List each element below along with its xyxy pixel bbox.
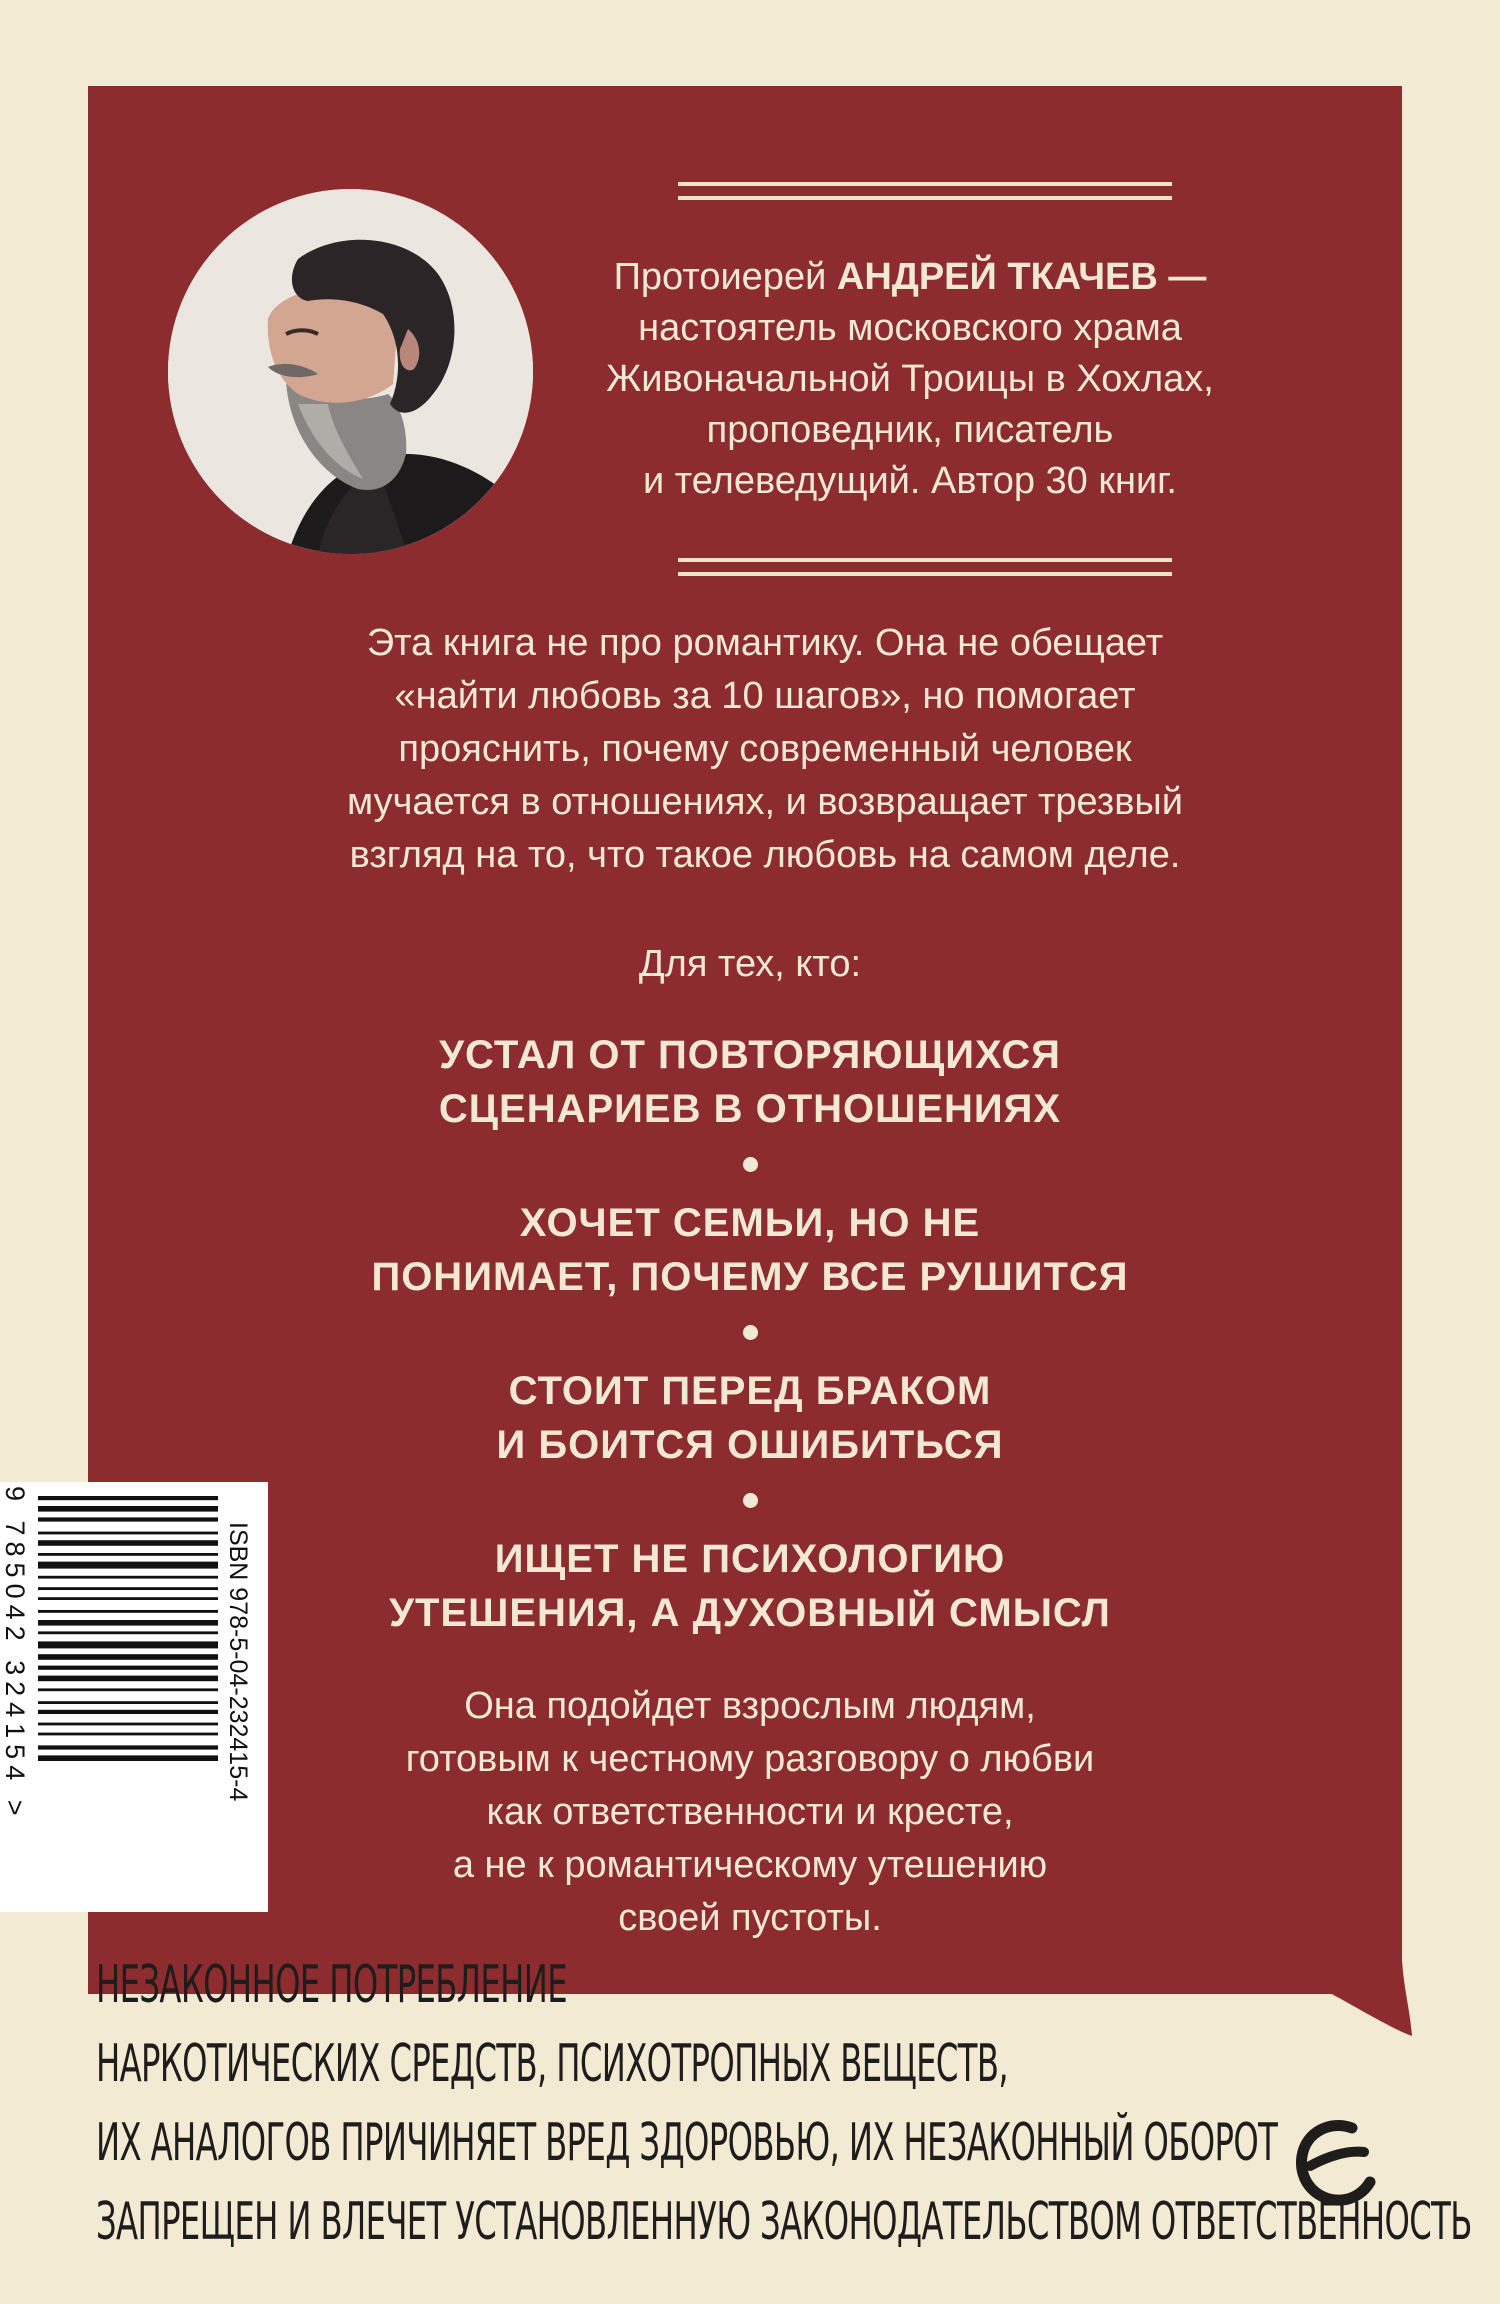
description-line: взгляд на то, что такое любовь на самом деле.: [349, 834, 1181, 876]
audience-item: ИЩЕТ НЕ ПСИХОЛОГИЮ УТЕШЕНИЯ, А ДУХОВНЫЙ СМЫСЛ: [389, 1537, 1111, 1635]
audience-list: [200, 1028, 1300, 1640]
closing-line: а не к романтическому утешению: [452, 1844, 1048, 1886]
audience-item: ХОЧЕТ СЕМЬИ, НО НЕ ПОНИМАЕТ, ПОЧЕМУ ВСЕ РУШИТСЯ: [371, 1201, 1129, 1299]
legal-warning: [96, 1946, 1472, 2262]
closing-line: Она подойдет взрослым людям,: [464, 1685, 1036, 1727]
description-line: прояснить, почему современный человек: [398, 728, 1132, 770]
audience-item: УСТАЛ ОТ ПОВТОРЯЮЩИХСЯ СЦЕНАРИЕВ В ОТНОШЕНИЯХ: [438, 1033, 1062, 1131]
warning-line: ЗАПРЕЩЕН И ВЛЕЧЕТ УСТАНОВЛЕННУЮ ЗАКОНОДАТЕЛЬСТВОМ ОТВЕТСТВЕННОСТЬ: [96, 2192, 1472, 2252]
author-line: проповедник, писатель: [706, 409, 1114, 451]
warning-line: НАРКОТИЧЕСКИХ СРЕДСТВ, ПСИХОТРОПНЫХ ВЕЩЕСТВ,: [96, 2034, 1009, 2094]
author-portrait: [168, 189, 533, 554]
author-bio: [560, 252, 1260, 507]
author-line: и телеведущий. Автор 30 книг.: [643, 460, 1177, 502]
closing-line: как ответственности и кресте,: [486, 1791, 1014, 1833]
audience-item: СТОИТ ПЕРЕД БРАКОМ И БОИТСЯ ОШИБИТЬСЯ: [496, 1369, 1004, 1467]
author-line: настоятель московского храма: [638, 307, 1182, 349]
book-description: [200, 617, 1330, 882]
barcode-digits: 9 785042 324154 >: [0, 1486, 30, 1822]
bullet-dot: [743, 1157, 758, 1172]
isbn-text: ISBN 978-5-04-232415-4: [224, 1522, 252, 1802]
bullet-dot: [743, 1325, 758, 1340]
barcode-bars: [38, 1496, 218, 1761]
for-whom-heading: Для тех, кто:: [638, 943, 862, 985]
barcode: [0, 1482, 268, 1912]
warning-line: ИХ АНАЛОГОВ ПРИЧИНЯЕТ ВРЕД ЗДОРОВЬЮ, ИХ НЕЗАКОННЫЙ ОБОРОТ: [96, 2113, 1278, 2173]
author-line: Живоначальной Троицы в Хохлах,: [606, 358, 1214, 400]
closing-line: своей пустоты.: [618, 1897, 882, 1939]
bottom-double-rule: [678, 558, 1172, 586]
closing-paragraph: [280, 1680, 1220, 1945]
author-name: АНДРЕЙ ТКАЧЕВ —: [836, 256, 1207, 298]
description-line: «найти любовь за 10 шагов», но помогает: [394, 675, 1136, 717]
author-intro-line: Протоиерей АНДРЕЙ ТКАЧЕВ —: [613, 256, 1207, 298]
warning-line: НЕЗАКОННОЕ ПОТРЕБЛЕНИЕ: [96, 1955, 568, 2015]
bullet-dot: [743, 1493, 758, 1508]
description-line: Эта книга не про романтику. Она не обещает: [366, 622, 1164, 664]
description-line: мучается в отношениях, и возвращает трезвый: [347, 781, 1183, 823]
eksmo-e-logo-icon: [1290, 2110, 1380, 2220]
closing-line: готовым к честному разговору о любви: [405, 1738, 1095, 1780]
top-double-rule: [678, 182, 1172, 210]
